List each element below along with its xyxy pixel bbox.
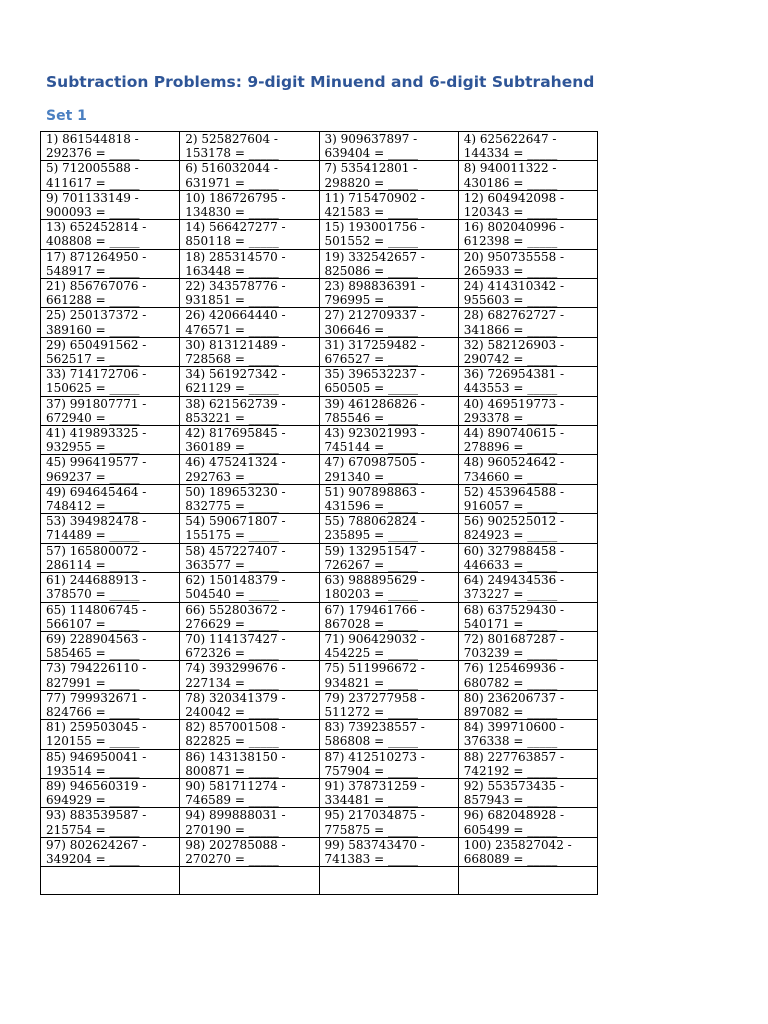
problem-cell: 48) 960524642 - 734660 = _____ — [458, 455, 597, 484]
problem-cell: 69) 228904563 - 585465 = _____ — [41, 631, 180, 660]
problem-cell: 2) 525827604 - 153178 = _____ — [180, 132, 319, 161]
table-row — [41, 308, 598, 337]
empty-table-row — [41, 867, 598, 895]
problem-cell: 76) 125469936 - 680782 = _____ — [458, 661, 597, 690]
table-row — [41, 837, 598, 866]
table-row — [41, 661, 598, 690]
problem-cell: 62) 150148379 - 504540 = _____ — [180, 573, 319, 602]
table-row — [41, 426, 598, 455]
problem-cell: 44) 890740615 - 278896 = _____ — [458, 426, 597, 455]
problem-cell: 42) 817695845 - 360189 = _____ — [180, 426, 319, 455]
problem-cell: 97) 802624267 - 349204 = _____ — [41, 837, 180, 866]
problem-cell: 21) 856767076 - 661288 = _____ — [41, 279, 180, 308]
problem-cell: 27) 212709337 - 306646 = _____ — [319, 308, 458, 337]
problem-cell: 55) 788062824 - 235895 = _____ — [319, 514, 458, 543]
problem-cell: 19) 332542657 - 825086 = _____ — [319, 249, 458, 278]
problem-cell: 73) 794226110 - 827991 = _____ — [41, 661, 180, 690]
table-row — [41, 778, 598, 807]
problem-cell: 28) 682762727 - 341866 = _____ — [458, 308, 597, 337]
problem-cell: 13) 652452814 - 408808 = _____ — [41, 220, 180, 249]
problem-cell: 64) 249434536 - 373227 = _____ — [458, 573, 597, 602]
problem-cell: 81) 259503045 - 120155 = _____ — [41, 720, 180, 749]
problem-cell: 33) 714172706 - 150625 = _____ — [41, 367, 180, 396]
problem-cell: 15) 193001756 - 501552 = _____ — [319, 220, 458, 249]
problem-cell: 12) 604942098 - 120343 = _____ — [458, 190, 597, 219]
problem-cell: 80) 236206737 - 897082 = _____ — [458, 690, 597, 719]
empty-cell — [41, 867, 180, 895]
problem-cell: 40) 469519773 - 293378 = _____ — [458, 396, 597, 425]
empty-cell — [180, 867, 319, 895]
problem-cell: 95) 217034875 - 775875 = _____ — [319, 808, 458, 837]
table-row — [41, 720, 598, 749]
problem-cell: 41) 419893325 - 932955 = _____ — [41, 426, 180, 455]
problem-cell: 51) 907898863 - 431596 = _____ — [319, 484, 458, 513]
problem-cell: 82) 857001508 - 822825 = _____ — [180, 720, 319, 749]
table-row — [41, 602, 598, 631]
table-row — [41, 514, 598, 543]
problem-cell: 18) 285314570 - 163448 = _____ — [180, 249, 319, 278]
problem-cell: 32) 582126903 - 290742 = _____ — [458, 337, 597, 366]
table-row — [41, 749, 598, 778]
table-row — [41, 573, 598, 602]
problem-cell: 60) 327988458 - 446633 = _____ — [458, 543, 597, 572]
problem-cell: 47) 670987505 - 291340 = _____ — [319, 455, 458, 484]
problem-cell: 85) 946950041 - 193514 = _____ — [41, 749, 180, 778]
problem-cell: 24) 414310342 - 955603 = _____ — [458, 279, 597, 308]
page-title: Subtraction Problems: 9-digit Minuend and 6-digit Subtrahend — [46, 73, 595, 91]
problem-cell: 94) 899888031 - 270190 = _____ — [180, 808, 319, 837]
problem-cell: 54) 590671807 - 155175 = _____ — [180, 514, 319, 543]
problem-cell: 45) 996419577 - 969237 = _____ — [41, 455, 180, 484]
problem-cell: 49) 694645464 - 748412 = _____ — [41, 484, 180, 513]
problem-cell: 58) 457227407 - 363577 = _____ — [180, 543, 319, 572]
problem-cell: 10) 186726795 - 134830 = _____ — [180, 190, 319, 219]
problem-cell: 89) 946560319 - 694929 = _____ — [41, 778, 180, 807]
problem-cell: 86) 143138150 - 800871 = _____ — [180, 749, 319, 778]
problem-cell: 53) 394982478 - 714489 = _____ — [41, 514, 180, 543]
problem-cell: 57) 165800072 - 286114 = _____ — [41, 543, 180, 572]
problem-cell: 87) 412510273 - 757904 = _____ — [319, 749, 458, 778]
problem-cell: 71) 906429032 - 454225 = _____ — [319, 631, 458, 660]
problem-cell: 63) 988895629 - 180203 = _____ — [319, 573, 458, 602]
table-row — [41, 396, 598, 425]
table-row — [41, 279, 598, 308]
problem-cell: 84) 399710600 - 376338 = _____ — [458, 720, 597, 749]
problem-cell: 100) 235827042 - 668089 = _____ — [458, 837, 597, 866]
table-row — [41, 367, 598, 396]
problem-cell: 77) 799932671 - 824766 = _____ — [41, 690, 180, 719]
problem-cell: 96) 682048928 - 605499 = _____ — [458, 808, 597, 837]
problem-cell: 74) 393299676 - 227134 = _____ — [180, 661, 319, 690]
problem-cell: 72) 801687287 - 703239 = _____ — [458, 631, 597, 660]
table-row — [41, 337, 598, 366]
table-row — [41, 161, 598, 190]
problem-cell: 17) 871264950 - 548917 = _____ — [41, 249, 180, 278]
problem-cell: 14) 566427277 - 850118 = _____ — [180, 220, 319, 249]
problem-cell: 9) 701133149 - 900093 = _____ — [41, 190, 180, 219]
set-heading: Set 1 — [46, 108, 87, 124]
problem-cell: 67) 179461766 - 867028 = _____ — [319, 602, 458, 631]
problem-cell: 46) 475241324 - 292763 = _____ — [180, 455, 319, 484]
problem-cell: 35) 396532237 - 650505 = _____ — [319, 367, 458, 396]
problem-cell: 91) 378731259 - 334481 = _____ — [319, 778, 458, 807]
problem-cell: 20) 950735558 - 265933 = _____ — [458, 249, 597, 278]
problem-cell: 30) 813121489 - 728568 = _____ — [180, 337, 319, 366]
problem-cell: 66) 552803672 - 276629 = _____ — [180, 602, 319, 631]
problem-cell: 61) 244688913 - 378570 = _____ — [41, 573, 180, 602]
table-row — [41, 543, 598, 572]
problem-cell: 7) 535412801 - 298820 = _____ — [319, 161, 458, 190]
problem-cell: 90) 581711274 - 746589 = _____ — [180, 778, 319, 807]
problem-cell: 98) 202785088 - 270270 = _____ — [180, 837, 319, 866]
problem-cell: 11) 715470902 - 421583 = _____ — [319, 190, 458, 219]
problem-cell: 16) 802040996 - 612398 = _____ — [458, 220, 597, 249]
table-row — [41, 220, 598, 249]
problem-cell: 34) 561927342 - 621129 = _____ — [180, 367, 319, 396]
problem-cell: 38) 621562739 - 853221 = _____ — [180, 396, 319, 425]
table-row — [41, 190, 598, 219]
problem-cell: 65) 114806745 - 566107 = _____ — [41, 602, 180, 631]
problem-cell: 78) 320341379 - 240042 = _____ — [180, 690, 319, 719]
table-row — [41, 690, 598, 719]
problem-cell: 99) 583743470 - 741383 = _____ — [319, 837, 458, 866]
empty-cell — [458, 867, 597, 895]
problem-cell: 68) 637529430 - 540171 = _____ — [458, 602, 597, 631]
problem-cell: 36) 726954381 - 443553 = _____ — [458, 367, 597, 396]
problem-cell: 26) 420664440 - 476571 = _____ — [180, 308, 319, 337]
problem-cell: 29) 650491562 - 562517 = _____ — [41, 337, 180, 366]
table-row — [41, 455, 598, 484]
problem-cell: 56) 902525012 - 824923 = _____ — [458, 514, 597, 543]
problem-cell: 5) 712005588 - 411617 = _____ — [41, 161, 180, 190]
empty-cell — [319, 867, 458, 895]
problem-cell: 6) 516032044 - 631971 = _____ — [180, 161, 319, 190]
problem-cell: 37) 991807771 - 672940 = _____ — [41, 396, 180, 425]
problem-cell: 93) 883539587 - 215754 = _____ — [41, 808, 180, 837]
problem-cell: 23) 898836391 - 796995 = _____ — [319, 279, 458, 308]
problem-cell: 50) 189653230 - 832775 = _____ — [180, 484, 319, 513]
table-row — [41, 631, 598, 660]
problems-table — [40, 131, 598, 895]
problem-cell: 31) 317259482 - 676527 = _____ — [319, 337, 458, 366]
problem-cell: 4) 625622647 - 144334 = _____ — [458, 132, 597, 161]
problem-cell: 70) 114137427 - 672326 = _____ — [180, 631, 319, 660]
problem-cell: 79) 237277958 - 511272 = _____ — [319, 690, 458, 719]
problem-cell: 88) 227763857 - 742192 = _____ — [458, 749, 597, 778]
problem-cell: 25) 250137372 - 389160 = _____ — [41, 308, 180, 337]
table-row — [41, 249, 598, 278]
problem-cell: 83) 739238557 - 586808 = _____ — [319, 720, 458, 749]
problem-cell: 1) 861544818 - 292376 = _____ — [41, 132, 180, 161]
problem-cell: 59) 132951547 - 726267 = _____ — [319, 543, 458, 572]
problem-cell: 92) 553573435 - 857943 = _____ — [458, 778, 597, 807]
problem-cell: 75) 511996672 - 934821 = _____ — [319, 661, 458, 690]
table-row — [41, 484, 598, 513]
problem-cell: 22) 343578776 - 931851 = _____ — [180, 279, 319, 308]
table-row — [41, 132, 598, 161]
problem-cell: 8) 940011322 - 430186 = _____ — [458, 161, 597, 190]
table-row — [41, 808, 598, 837]
problem-cell: 3) 909637897 - 639404 = _____ — [319, 132, 458, 161]
problem-cell: 39) 461286826 - 785546 = _____ — [319, 396, 458, 425]
problem-cell: 43) 923021993 - 745144 = _____ — [319, 426, 458, 455]
problem-cell: 52) 453964588 - 916057 = _____ — [458, 484, 597, 513]
